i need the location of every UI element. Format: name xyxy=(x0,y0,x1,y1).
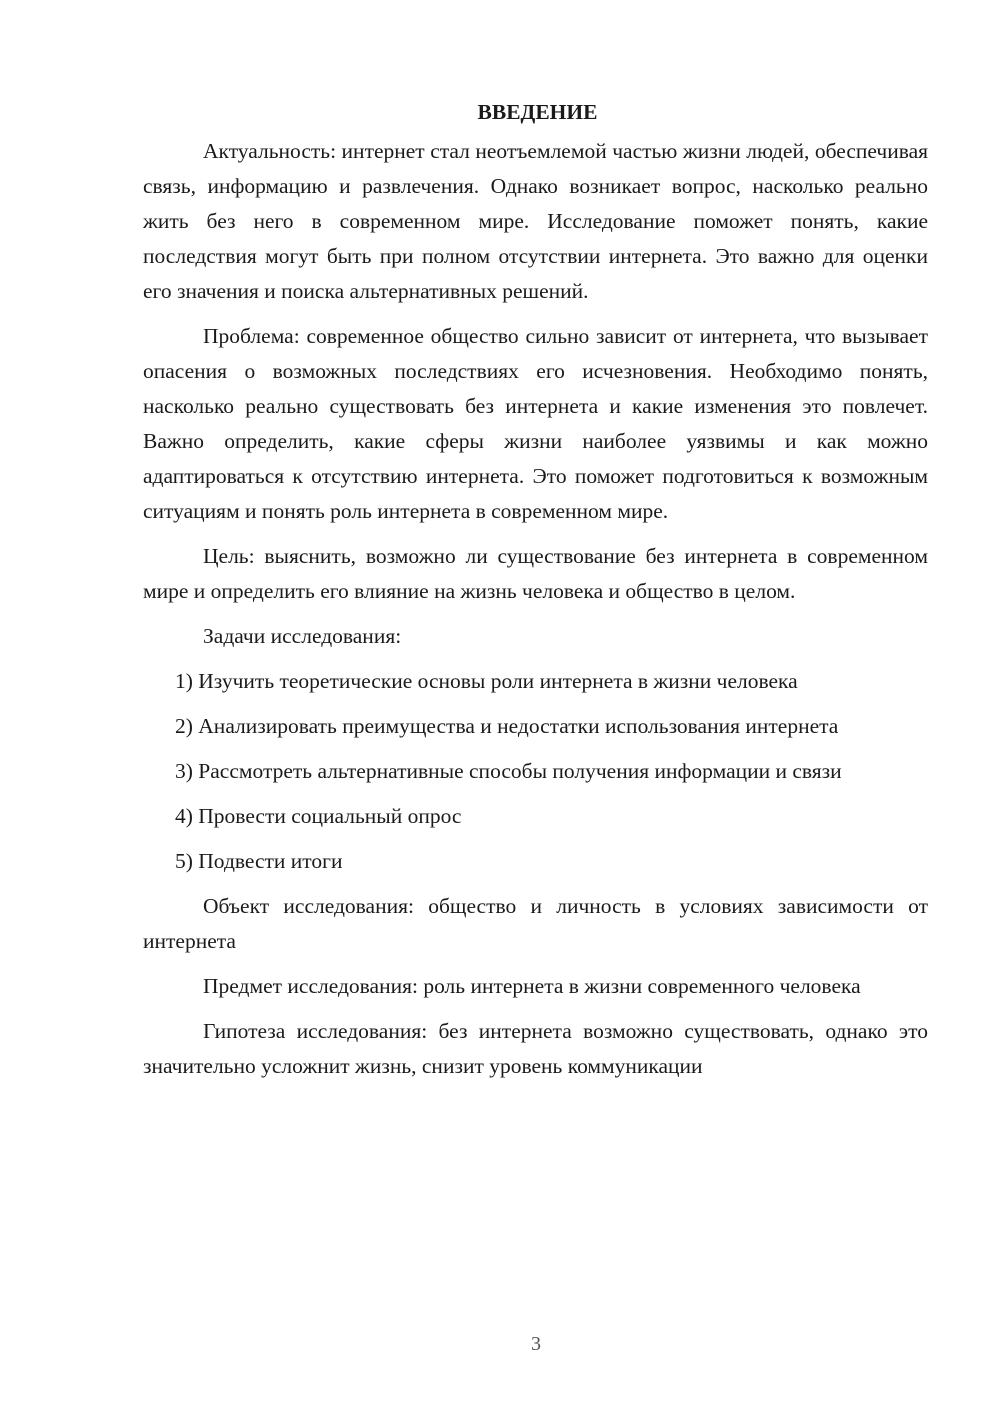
subject-paragraph: Предмет исследования: роль интернета в жизни современного человека xyxy=(203,974,861,998)
task-item: 1) Изучить теоретические основы роли интернета в жизни человека xyxy=(175,669,798,693)
task-item: 3) Рассмотреть альтернативные способы получения информации и связи xyxy=(175,759,842,783)
document-body xyxy=(143,95,928,1094)
tasks-heading: Задачи исследования: xyxy=(203,624,402,648)
page-number: 3 xyxy=(531,1333,541,1355)
task-item: 5) Подвести итоги xyxy=(175,849,343,873)
object-paragraph: Объект исследования: общество и личность в условиях зависимости от интернета xyxy=(143,894,928,953)
section-heading: ВВЕДЕНИЕ xyxy=(477,100,598,124)
goal-paragraph: Цель: выяснить, возможно ли существование без интернета в современном мире и определить его влияние на жизнь человека и общество в целом. xyxy=(143,544,928,603)
hypothesis-paragraph: Гипотеза исследования: без интернета возможно существовать, однако это значительно усложнит жизнь, снизит уровень коммуникации xyxy=(143,1019,928,1078)
relevance-paragraph: Актуальность: интернет стал неотъемлемой частью жизни людей, обеспечивая связь, информацию и развлечения. Однако возникает вопрос, насколько реально жить без него в современном мире. Исследование поможет понять, какие последствия могут быть при полном отсутствии интернета. Это важно для оценки его значения и поиска альтернативных решений. xyxy=(143,139,928,303)
task-item: 4) Провести социальный опрос xyxy=(175,804,462,828)
task-item: 2) Анализировать преимущества и недостатки использования интернета xyxy=(175,714,839,738)
problem-paragraph: Проблема: современное общество сильно зависит от интернета, что вызывает опасения о возможных последствиях его исчезновения. Необходимо понять, насколько реально существовать без интернета и какие изменения это повлечет. Важно определить, какие сферы жизни наиболее уязвимы и как можно адаптироваться к отсутствию интернета. Это поможет подготовиться к возможным ситуациям и понять роль интернета в современном мире. xyxy=(143,324,928,523)
